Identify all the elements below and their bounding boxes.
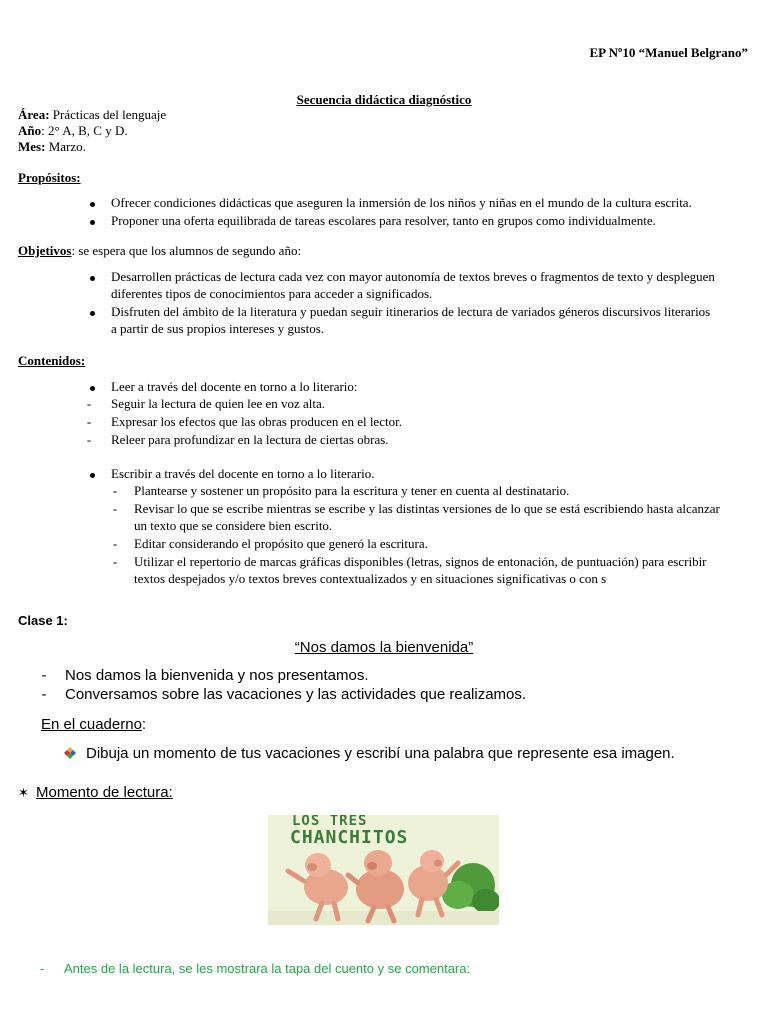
contents-read [88, 378, 728, 395]
contents-title: Contenidos: [18, 353, 86, 368]
list-item: - Expresar los efectos que las obras producen en el lector. [86, 414, 402, 429]
school-name: EP Nº10 “Manuel Belgrano” [589, 45, 748, 60]
notebook-line: En el cuaderno: [41, 716, 147, 733]
purposes-list [88, 194, 758, 229]
class-items [40, 666, 526, 704]
list-item: - Utilizar el repertorio de marcas gráficas disponibles (letras, signos de entonación, de puntuación) para escribir textos despejados y/o textos breves contextualizados y en situaciones significativas o con s [112, 554, 707, 586]
year-line: Año: 2° A, B, C y D. [18, 123, 128, 138]
list-item: - Seguir la lectura de quien lee en voz alta. [86, 396, 326, 411]
reading-line: ✶ Momento de lectura: [18, 784, 173, 801]
list-item: Escribir a través del docente en torno a lo literario. [88, 465, 728, 482]
list-item: - Conversamos sobre las vacaciones y las actividades que realizamos. [41, 686, 527, 703]
contents-read-items [88, 395, 728, 449]
objectives-line: Objetivos: se espera que los alumnos de segundo año: [18, 243, 302, 258]
document-title: Secuencia didáctica diagnóstico [296, 92, 472, 107]
class-subtitle: “Nos damos la bienvenida” [294, 639, 474, 656]
list-item: - Nos damos la bienvenida y nos presentamos. [41, 667, 369, 684]
book-cover-image [268, 815, 499, 925]
objectives-list [88, 268, 716, 337]
list-item: Disfruten del ámbito de la literatura y puedan seguir itinerarios de lectura de variados géneros discursivos literarios a partir de sus propios intereses y gustos. [88, 303, 716, 337]
list-item: - Releer para profundizar en la lectura de ciertas obras. [86, 432, 389, 447]
list-item: Desarrollen prácticas de lectura cada vez con mayor autonomía de textos breves o fragmentos de texto y despleguen diferentes tipos de conocimientos para acceder a significados. [88, 268, 716, 302]
reading-note: - Antes de la lectura, se les mostrara la tapa del cuento y se comentara: [40, 961, 471, 976]
list-item: Leer a través del docente en torno a lo literario: [88, 378, 728, 395]
area-line: Área: Prácticas del lenguaje [18, 107, 167, 122]
notebook-task: Dibuja un momento de tus vacaciones y escribí una palabra que represente esa imagen. [64, 744, 675, 763]
list-item: - Plantearse y sostener un propósito para la escritura y tener en cuenta al destinatario. [112, 483, 570, 498]
list-item: - Editar considerando el propósito que generó la escritura. [112, 536, 428, 551]
list-item: Proponer una oferta equilibrada de tareas escolares para resolver, tanto en grupos como individualmente. [88, 212, 758, 229]
asterisk-icon: ✶ [18, 785, 29, 800]
list-item: - Revisar lo que se escribe mientras se escribe y las distintas versiones de lo que se está escribiendo hasta alcanzar un texto que se considere bien escrito. [112, 501, 720, 533]
month-line: Mes: Marzo. [18, 139, 86, 154]
contents-write [88, 465, 728, 482]
colored-diamond-icon [64, 745, 76, 757]
contents-write-items [111, 482, 731, 587]
book-title-line2: CHANCHITOS [290, 827, 409, 848]
purposes-title: Propósitos: [18, 170, 81, 185]
list-item: Ofrecer condiciones didácticas que aseguren la inmersión de los niños y niñas en el mundo de la cultura escrita. [88, 194, 758, 211]
book-title-line1: LOS TRES [292, 815, 368, 829]
class-title: Clase 1: [18, 613, 68, 628]
